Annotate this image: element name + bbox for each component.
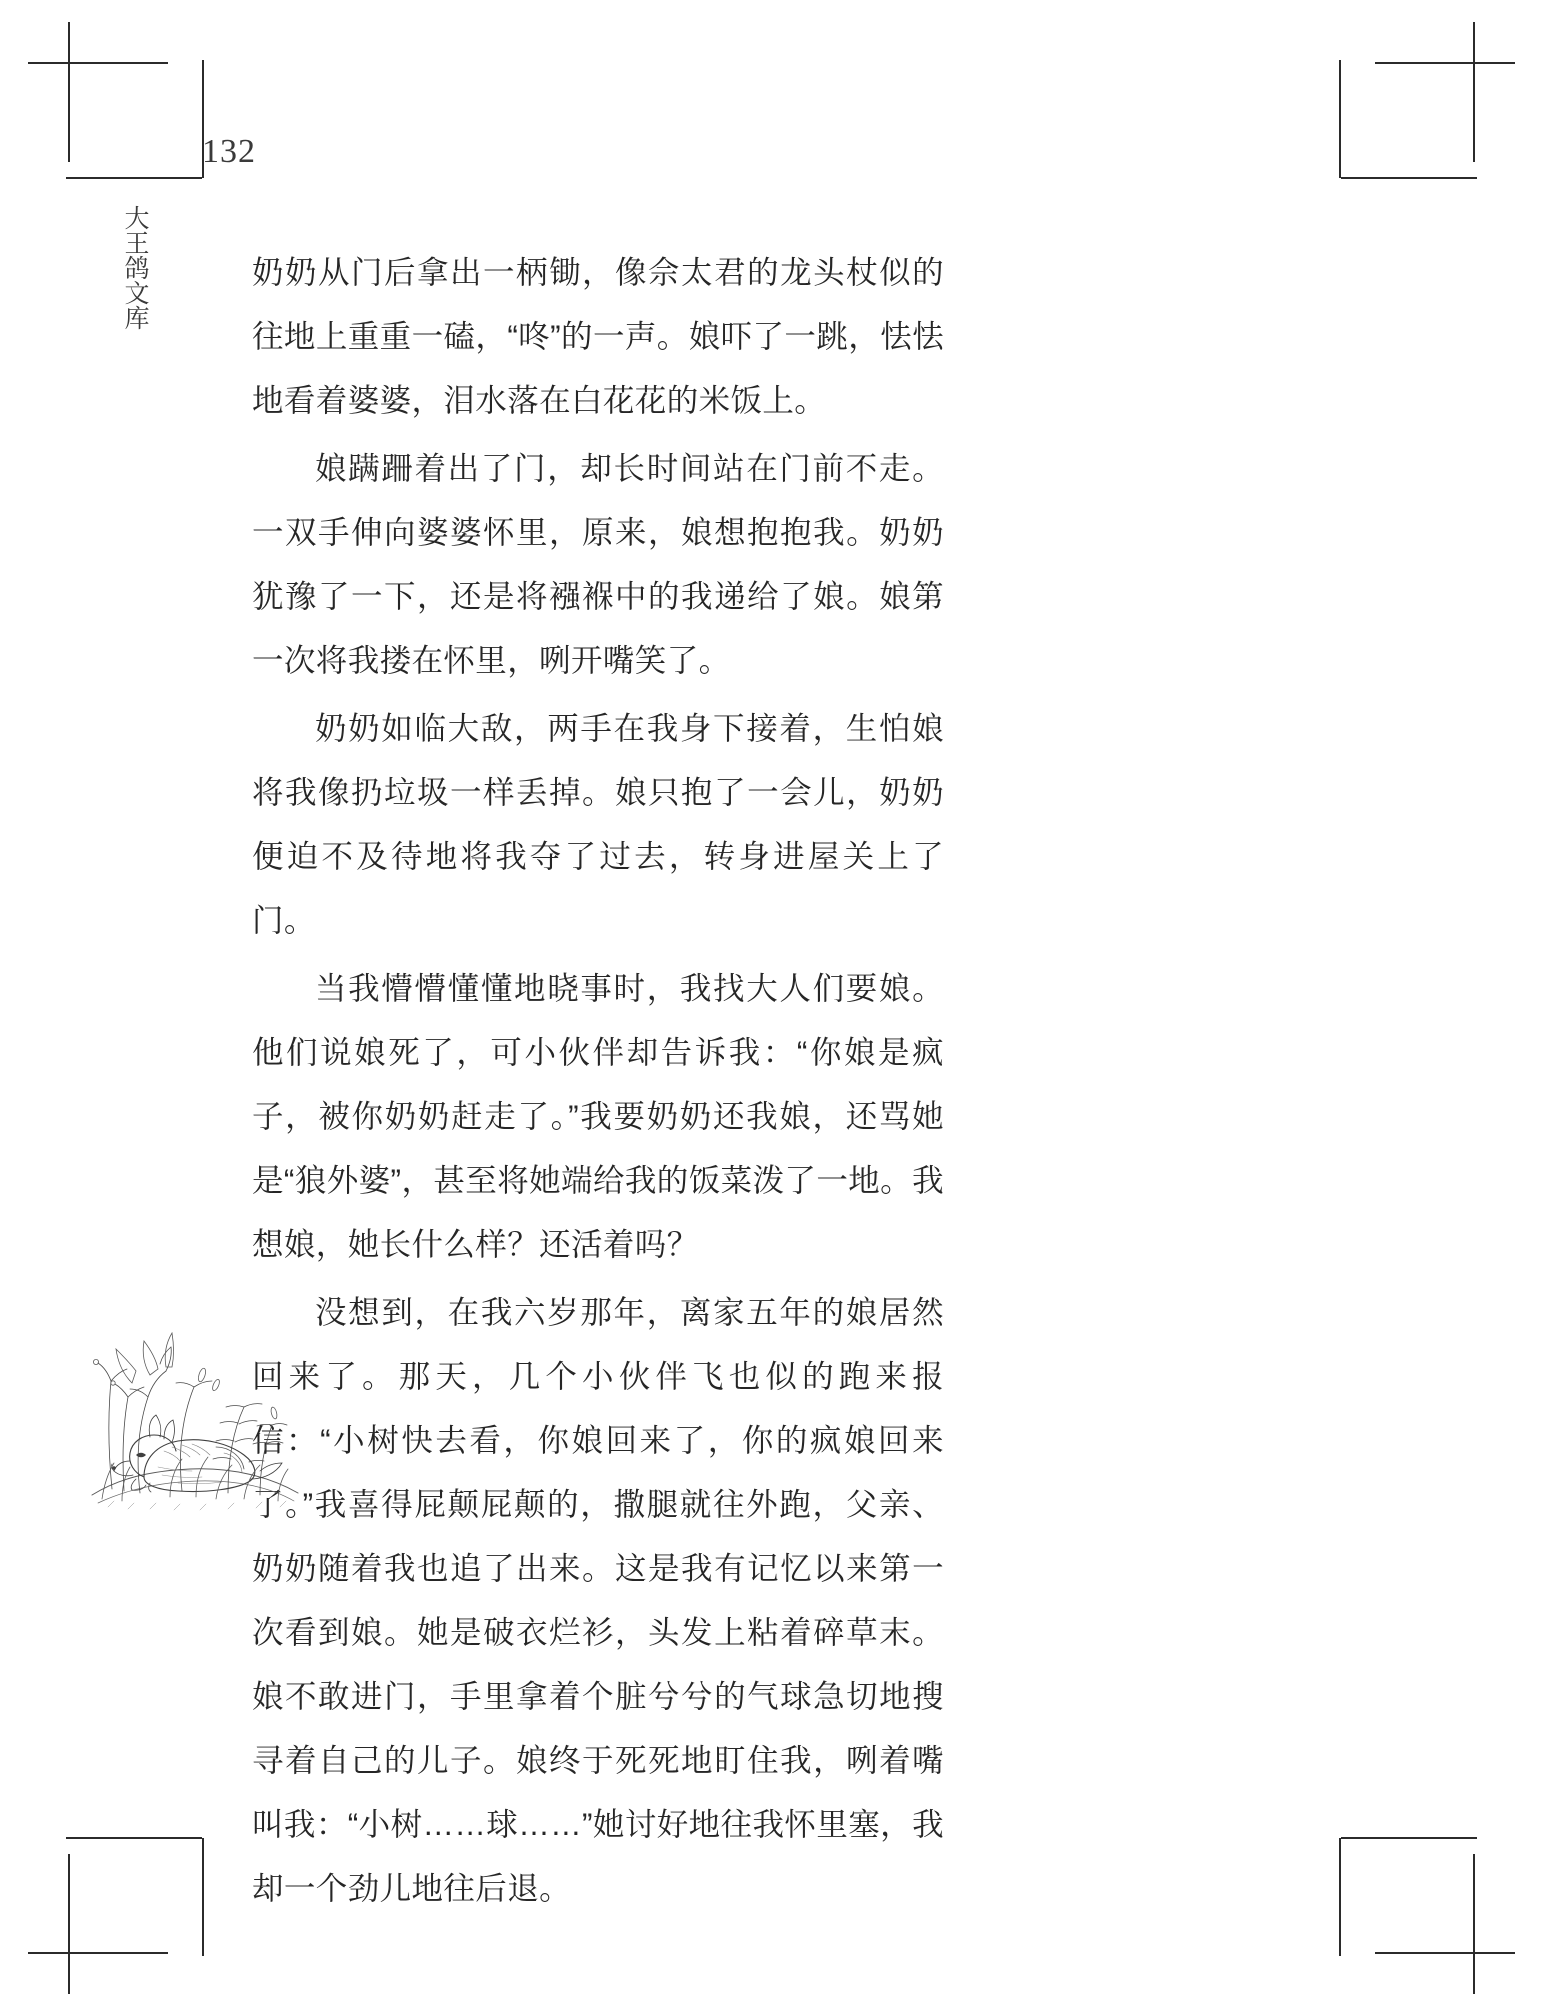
- crop-mark-line: [1341, 1837, 1477, 1839]
- crop-mark-bottom-right: [1340, 1839, 1515, 1994]
- crop-mark-line: [1375, 1952, 1515, 1954]
- paragraph: 当我懵懵懂懂地晓事时，我找大人们要娘。他们说娘死了，可小伙伴却告诉我：“你娘是疯子，被你奶奶赶走了。”我要奶奶还我娘，还骂她是“狼外婆”，甚至将她端给我的饭菜泼了一地。我想娘，她长什么样？还活着吗？: [252, 970, 944, 1262]
- crop-mark-line: [1473, 22, 1475, 162]
- crop-mark-line: [68, 22, 70, 162]
- crop-mark-line: [202, 1838, 204, 1956]
- running-head-series-title: 大王鸽文库: [121, 205, 149, 330]
- crop-mark-line: [1339, 60, 1341, 178]
- crop-mark-top-left: [28, 22, 203, 177]
- paragraph: 没想到，在我六岁那年，离家五年的娘居然回来了。那天，几个小伙伴飞也似的跑来报信：“小树快去看，你娘回来了，你的疯娘回来了。”我喜得屁颠屁颠的，撒腿就往外跑，父亲、奶奶随着我也追了出来。这是我有记忆以来第一次看到娘。她是破衣烂衫，头发上粘着碎草末。娘不敢进门，手里拿着个脏兮兮的气球急切地搜寻着自己的儿子。娘终于死死地盯住我，咧着嘴叫我：“小树……球……”她讨好地往我怀里塞，我却一个劲儿地往后退。: [252, 1294, 944, 1906]
- crop-mark-line: [1341, 177, 1477, 179]
- page-number: 132: [202, 133, 256, 170]
- crop-mark-line: [1375, 62, 1515, 64]
- crop-mark-line: [68, 1854, 70, 1994]
- crop-mark-line: [66, 1837, 202, 1839]
- crop-mark-line: [1473, 1854, 1475, 1994]
- body-text-column: [252, 240, 944, 1924]
- fox-in-grass-illustration: [78, 1263, 308, 1518]
- crop-mark-bottom-left: [28, 1839, 203, 1994]
- paragraph: 奶奶从门后拿出一柄锄，像佘太君的龙头杖似的往地上重重一磕，“咚”的一声。娘吓了一跳，怯怯地看着婆婆，泪水落在白花花的米饭上。: [252, 254, 944, 418]
- paragraph: 娘蹒跚着出了门，却长时间站在门前不走。一双手伸向婆婆怀里，原来，娘想抱抱我。奶奶犹豫了一下，还是将襁褓中的我递给了娘。娘第一次将我搂在怀里，咧开嘴笑了。: [252, 450, 944, 678]
- crop-mark-line: [28, 1952, 168, 1954]
- crop-mark-top-right: [1340, 22, 1515, 177]
- crop-mark-line: [1339, 1838, 1341, 1956]
- paragraph: 奶奶如临大敌，两手在我身下接着，生怕娘将我像扔垃圾一样丢掉。娘只抱了一会儿，奶奶便迫不及待地将我夺了过去，转身进屋关上了门。: [252, 710, 944, 938]
- crop-mark-line: [28, 62, 168, 64]
- crop-mark-line: [66, 177, 202, 179]
